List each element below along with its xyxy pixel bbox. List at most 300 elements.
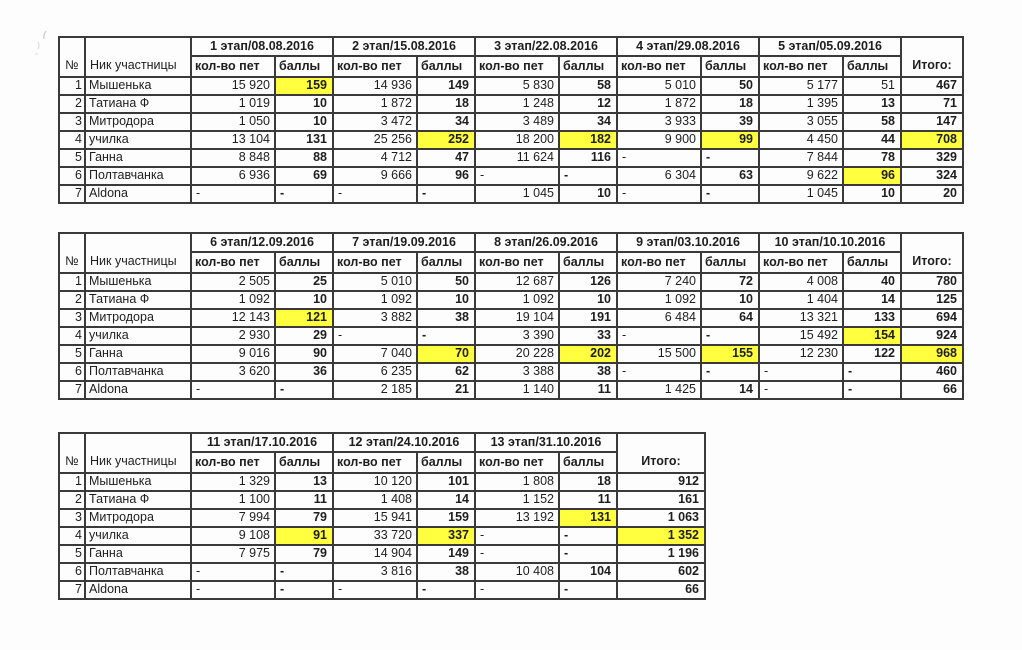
pet-count-cell: 33 720	[333, 527, 417, 545]
pet-count-cell: 3 055	[759, 113, 843, 131]
total-cell: 968	[901, 345, 963, 363]
header-row-columns	[59, 252, 963, 273]
participant-name: Aldona	[85, 381, 191, 399]
points-cell: 149	[417, 545, 475, 563]
points-cell: 21	[417, 381, 475, 399]
pet-count-cell: 13 104	[191, 131, 275, 149]
pet-count-cell: -	[617, 327, 701, 345]
pet-count-cell: 13 321	[759, 309, 843, 327]
total-cell: 1 352	[617, 527, 705, 545]
pet-count-cell: 5 177	[759, 77, 843, 95]
points-cell: 51	[843, 77, 901, 95]
points-cell: -	[701, 185, 759, 203]
points-cell: -	[275, 581, 333, 599]
nickname-column-header: Ник участницы	[85, 37, 191, 77]
points-cell: 14	[417, 491, 475, 509]
pet-count-cell: 4 008	[759, 273, 843, 291]
pet-count-column-header: кол-во пет	[759, 56, 843, 77]
row-number: 5	[59, 345, 85, 363]
stage-header: 5 этап/05.09.2016	[759, 37, 901, 56]
participant-name: Митродора	[85, 113, 191, 131]
row-number: 7	[59, 185, 85, 203]
total-cell: 161	[617, 491, 705, 509]
points-column-header: баллы	[417, 252, 475, 273]
points-cell: 202	[559, 345, 617, 363]
points-cell: 131	[559, 509, 617, 527]
stage-header: 10 этап/10.10.2016	[759, 233, 901, 252]
header-row-columns	[59, 56, 963, 77]
points-cell: 10	[417, 291, 475, 309]
number-column-header: №	[59, 233, 85, 273]
results-table	[58, 36, 964, 204]
participant-row	[59, 527, 705, 545]
pet-count-cell: 3 816	[333, 563, 417, 581]
points-cell: 47	[417, 149, 475, 167]
points-cell: 38	[417, 563, 475, 581]
points-cell: 63	[701, 167, 759, 185]
points-column-header: баллы	[275, 252, 333, 273]
participant-name: Мышенька	[85, 273, 191, 291]
participant-name: Полтавчанка	[85, 563, 191, 581]
pet-count-cell: -	[475, 527, 559, 545]
pet-count-column-header: кол-во пет	[191, 56, 275, 77]
participant-name: Татиана Ф	[85, 95, 191, 113]
total-cell: 125	[901, 291, 963, 309]
points-cell: 154	[843, 327, 901, 345]
participant-row	[59, 563, 705, 581]
points-cell: -	[559, 167, 617, 185]
points-cell: 155	[701, 345, 759, 363]
pet-count-cell: 10 120	[333, 473, 417, 491]
pet-count-cell: 12 230	[759, 345, 843, 363]
row-number: 1	[59, 273, 85, 291]
points-cell: -	[701, 327, 759, 345]
pet-count-cell: 3 390	[475, 327, 559, 345]
points-cell: 104	[559, 563, 617, 581]
points-cell: 182	[559, 131, 617, 149]
pet-count-column-header: кол-во пет	[333, 252, 417, 273]
pet-count-cell: -	[191, 185, 275, 203]
stage-table-1	[58, 36, 964, 204]
pencil-scan-artifact	[32, 28, 54, 58]
number-column-header: №	[59, 37, 85, 77]
pet-count-cell: 13 192	[475, 509, 559, 527]
pet-count-cell: -	[191, 581, 275, 599]
stage-header: 1 этап/08.08.2016	[191, 37, 333, 56]
points-cell: 58	[843, 113, 901, 131]
total-cell: 324	[901, 167, 963, 185]
points-cell: 40	[843, 273, 901, 291]
points-cell: 34	[559, 113, 617, 131]
pet-count-column-header: кол-во пет	[475, 56, 559, 77]
pet-count-column-header: кол-во пет	[191, 452, 275, 473]
pet-count-cell: 9 900	[617, 131, 701, 149]
points-column-header: баллы	[275, 56, 333, 77]
row-number: 3	[59, 309, 85, 327]
points-cell: 133	[843, 309, 901, 327]
total-cell: 1 196	[617, 545, 705, 563]
pet-count-cell: 9 666	[333, 167, 417, 185]
stage-header: 11 этап/17.10.2016	[191, 433, 333, 452]
points-cell: 159	[275, 77, 333, 95]
results-table	[58, 232, 964, 400]
row-number: 5	[59, 149, 85, 167]
total-cell: 924	[901, 327, 963, 345]
pet-count-cell: 2 185	[333, 381, 417, 399]
pet-count-cell: 2 930	[191, 327, 275, 345]
participant-row	[59, 509, 705, 527]
pet-count-cell: -	[617, 363, 701, 381]
participant-name: Aldona	[85, 581, 191, 599]
total-cell: 912	[617, 473, 705, 491]
pet-count-column-header: кол-во пет	[191, 252, 275, 273]
pet-count-cell: 15 492	[759, 327, 843, 345]
stage-header: 6 этап/12.09.2016	[191, 233, 333, 252]
points-cell: -	[843, 363, 901, 381]
points-cell: 159	[417, 509, 475, 527]
pet-count-cell: 7 040	[333, 345, 417, 363]
points-cell: -	[701, 149, 759, 167]
points-cell: 191	[559, 309, 617, 327]
row-number: 6	[59, 363, 85, 381]
points-cell: 122	[843, 345, 901, 363]
results-table	[58, 432, 706, 600]
participant-row	[59, 327, 963, 345]
participant-row	[59, 545, 705, 563]
pet-count-cell: 1 045	[759, 185, 843, 203]
pet-count-cell: 14 904	[333, 545, 417, 563]
participant-name: Ганна	[85, 545, 191, 563]
pet-count-cell: 19 104	[475, 309, 559, 327]
points-cell: 29	[275, 327, 333, 345]
points-column-header: баллы	[559, 252, 617, 273]
points-cell: 64	[701, 309, 759, 327]
pet-count-cell: -	[759, 381, 843, 399]
participant-name: Митродора	[85, 309, 191, 327]
participant-name: Aldona	[85, 185, 191, 203]
points-column-header: баллы	[701, 252, 759, 273]
pet-count-cell: 5 830	[475, 77, 559, 95]
points-cell: 38	[417, 309, 475, 327]
participant-name: Ганна	[85, 149, 191, 167]
participant-name: Мышенька	[85, 77, 191, 95]
pet-count-column-header: кол-во пет	[333, 452, 417, 473]
points-cell: 34	[417, 113, 475, 131]
pet-count-cell: 1 872	[333, 95, 417, 113]
pet-count-cell: 9 108	[191, 527, 275, 545]
points-cell: 62	[417, 363, 475, 381]
points-cell: 50	[701, 77, 759, 95]
points-column-header: баллы	[417, 452, 475, 473]
pet-count-cell: -	[759, 363, 843, 381]
points-cell: 39	[701, 113, 759, 131]
points-cell: 10	[701, 291, 759, 309]
points-cell: 12	[559, 95, 617, 113]
participant-row	[59, 113, 963, 131]
points-cell: 10	[559, 185, 617, 203]
pet-count-cell: 1 808	[475, 473, 559, 491]
pet-count-column-header: кол-во пет	[617, 252, 701, 273]
total-cell: 602	[617, 563, 705, 581]
total-column-header: Итого:	[617, 433, 705, 473]
pet-count-cell: -	[617, 185, 701, 203]
points-cell: 131	[275, 131, 333, 149]
total-cell: 329	[901, 149, 963, 167]
stage-header: 4 этап/29.08.2016	[617, 37, 759, 56]
points-cell: 25	[275, 273, 333, 291]
pet-count-cell: 1 152	[475, 491, 559, 509]
points-cell: -	[559, 545, 617, 563]
points-cell: 88	[275, 149, 333, 167]
pet-count-cell: 8 848	[191, 149, 275, 167]
points-cell: -	[559, 527, 617, 545]
participant-row	[59, 345, 963, 363]
points-cell: 90	[275, 345, 333, 363]
stage-header: 7 этап/19.09.2016	[333, 233, 475, 252]
pet-count-column-header: кол-во пет	[475, 252, 559, 273]
pet-count-cell: -	[475, 581, 559, 599]
pet-count-cell: 6 936	[191, 167, 275, 185]
pet-count-cell: -	[333, 581, 417, 599]
row-number: 4	[59, 527, 85, 545]
points-column-header: баллы	[275, 452, 333, 473]
points-column-header: баллы	[559, 452, 617, 473]
pet-count-cell: -	[333, 185, 417, 203]
pet-count-cell: 25 256	[333, 131, 417, 149]
participant-row	[59, 167, 963, 185]
pet-count-cell: 7 975	[191, 545, 275, 563]
points-column-header: баллы	[417, 56, 475, 77]
pet-count-cell: 1 425	[617, 381, 701, 399]
stage-header: 3 этап/22.08.2016	[475, 37, 617, 56]
pet-count-cell: 15 500	[617, 345, 701, 363]
participant-row	[59, 473, 705, 491]
points-cell: -	[275, 185, 333, 203]
participant-row	[59, 95, 963, 113]
total-cell: 66	[617, 581, 705, 599]
nickname-column-header: Ник участницы	[85, 233, 191, 273]
total-column-header: Итого:	[901, 37, 963, 77]
participant-name: Полтавчанка	[85, 363, 191, 381]
pet-count-cell: 9 016	[191, 345, 275, 363]
pet-count-column-header: кол-во пет	[475, 452, 559, 473]
participant-name: Татиана Ф	[85, 291, 191, 309]
points-column-header: баллы	[843, 252, 901, 273]
participant-name: училка	[85, 131, 191, 149]
pet-count-cell: 12 143	[191, 309, 275, 327]
pet-count-cell: 1 329	[191, 473, 275, 491]
points-cell: 99	[701, 131, 759, 149]
total-cell: 71	[901, 95, 963, 113]
points-cell: 13	[275, 473, 333, 491]
points-cell: -	[417, 327, 475, 345]
participant-row	[59, 381, 963, 399]
pet-count-column-header: кол-во пет	[333, 56, 417, 77]
pet-count-cell: 1 408	[333, 491, 417, 509]
pet-count-cell: 3 388	[475, 363, 559, 381]
pet-count-cell: 20 228	[475, 345, 559, 363]
total-cell: 66	[901, 381, 963, 399]
row-number: 6	[59, 167, 85, 185]
points-cell: -	[559, 581, 617, 599]
pet-count-cell: 7 240	[617, 273, 701, 291]
points-cell: 79	[275, 509, 333, 527]
row-number: 2	[59, 95, 85, 113]
total-cell: 147	[901, 113, 963, 131]
points-cell: 337	[417, 527, 475, 545]
participant-row	[59, 273, 963, 291]
row-number: 6	[59, 563, 85, 581]
pet-count-column-header: кол-во пет	[759, 252, 843, 273]
row-number: 7	[59, 381, 85, 399]
points-cell: 149	[417, 77, 475, 95]
points-cell: 70	[417, 345, 475, 363]
pet-count-cell: 1 140	[475, 381, 559, 399]
participant-row	[59, 363, 963, 381]
pet-count-cell: 3 882	[333, 309, 417, 327]
points-column-header: баллы	[701, 56, 759, 77]
pet-count-cell: 1 092	[191, 291, 275, 309]
stage-header: 9 этап/03.10.2016	[617, 233, 759, 252]
pet-count-cell: 1 092	[617, 291, 701, 309]
points-cell: 79	[275, 545, 333, 563]
points-cell: 126	[559, 273, 617, 291]
pet-count-cell: 15 920	[191, 77, 275, 95]
pet-count-cell: 10 408	[475, 563, 559, 581]
points-cell: 44	[843, 131, 901, 149]
pet-count-cell: 6 484	[617, 309, 701, 327]
row-number: 3	[59, 509, 85, 527]
points-cell: 14	[701, 381, 759, 399]
total-cell: 780	[901, 273, 963, 291]
total-column-header: Итого:	[901, 233, 963, 273]
pet-count-cell: 1 872	[617, 95, 701, 113]
row-number: 4	[59, 131, 85, 149]
pet-count-cell: 5 010	[333, 273, 417, 291]
total-cell: 708	[901, 131, 963, 149]
points-cell: 10	[559, 291, 617, 309]
header-row-stages	[59, 37, 963, 56]
stage-table-2	[58, 232, 964, 400]
pet-count-cell: -	[617, 149, 701, 167]
pet-count-cell: 4 712	[333, 149, 417, 167]
participant-name: училка	[85, 527, 191, 545]
participant-row	[59, 491, 705, 509]
pet-count-cell: -	[475, 545, 559, 563]
pet-count-cell: 1 100	[191, 491, 275, 509]
stage-header: 12 этап/24.10.2016	[333, 433, 475, 452]
points-cell: 10	[275, 113, 333, 131]
header-row-stages	[59, 433, 705, 452]
pet-count-cell: -	[191, 381, 275, 399]
points-cell: 11	[559, 491, 617, 509]
pet-count-cell: 7 844	[759, 149, 843, 167]
points-cell: 91	[275, 527, 333, 545]
pet-count-cell: 6 304	[617, 167, 701, 185]
points-cell: 72	[701, 273, 759, 291]
participant-row	[59, 291, 963, 309]
participant-name: Татиана Ф	[85, 491, 191, 509]
pet-count-cell: 3 489	[475, 113, 559, 131]
points-cell: 69	[275, 167, 333, 185]
points-cell: 121	[275, 309, 333, 327]
participant-row	[59, 149, 963, 167]
pet-count-cell: 3 620	[191, 363, 275, 381]
pet-count-cell: 4 450	[759, 131, 843, 149]
row-number: 5	[59, 545, 85, 563]
row-number: 3	[59, 113, 85, 131]
points-column-header: баллы	[559, 56, 617, 77]
total-cell: 460	[901, 363, 963, 381]
pet-count-cell: 1 019	[191, 95, 275, 113]
points-cell: 33	[559, 327, 617, 345]
nickname-column-header: Ник участницы	[85, 433, 191, 473]
points-cell: 96	[843, 167, 901, 185]
pet-count-cell: 1 092	[475, 291, 559, 309]
points-cell: 78	[843, 149, 901, 167]
row-number: 7	[59, 581, 85, 599]
pet-count-cell: 6 235	[333, 363, 417, 381]
pet-count-cell: 18 200	[475, 131, 559, 149]
pet-count-cell: -	[191, 563, 275, 581]
pet-count-cell: -	[475, 167, 559, 185]
pet-count-column-header: кол-во пет	[617, 56, 701, 77]
participant-row	[59, 77, 963, 95]
row-number: 2	[59, 291, 85, 309]
stage-table-3	[58, 432, 706, 600]
points-cell: 10	[843, 185, 901, 203]
pet-count-cell: 11 624	[475, 149, 559, 167]
participant-name: училка	[85, 327, 191, 345]
points-column-header: баллы	[843, 56, 901, 77]
points-cell: -	[275, 563, 333, 581]
participant-row	[59, 131, 963, 149]
row-number: 4	[59, 327, 85, 345]
participant-name: Мышенька	[85, 473, 191, 491]
points-cell: 116	[559, 149, 617, 167]
pet-count-cell: 12 687	[475, 273, 559, 291]
points-cell: -	[275, 381, 333, 399]
points-cell: 18	[559, 473, 617, 491]
pet-count-cell: 9 622	[759, 167, 843, 185]
points-cell: -	[843, 381, 901, 399]
points-cell: 36	[275, 363, 333, 381]
pet-count-cell: 1 248	[475, 95, 559, 113]
stage-header: 13 этап/31.10.2016	[475, 433, 617, 452]
pet-count-cell: 5 010	[617, 77, 701, 95]
points-cell: 10	[275, 291, 333, 309]
participant-name: Митродора	[85, 509, 191, 527]
points-cell: 18	[701, 95, 759, 113]
number-column-header: №	[59, 433, 85, 473]
total-cell: 1 063	[617, 509, 705, 527]
points-cell: 38	[559, 363, 617, 381]
header-row-stages	[59, 233, 963, 252]
participant-row	[59, 309, 963, 327]
points-cell: -	[417, 185, 475, 203]
pet-count-cell: 3 933	[617, 113, 701, 131]
pet-count-cell: 15 941	[333, 509, 417, 527]
points-cell: -	[701, 363, 759, 381]
total-cell: 467	[901, 77, 963, 95]
total-cell: 694	[901, 309, 963, 327]
points-cell: 50	[417, 273, 475, 291]
points-cell: -	[417, 581, 475, 599]
participant-name: Ганна	[85, 345, 191, 363]
points-cell: 96	[417, 167, 475, 185]
points-cell: 14	[843, 291, 901, 309]
participant-row	[59, 185, 963, 203]
